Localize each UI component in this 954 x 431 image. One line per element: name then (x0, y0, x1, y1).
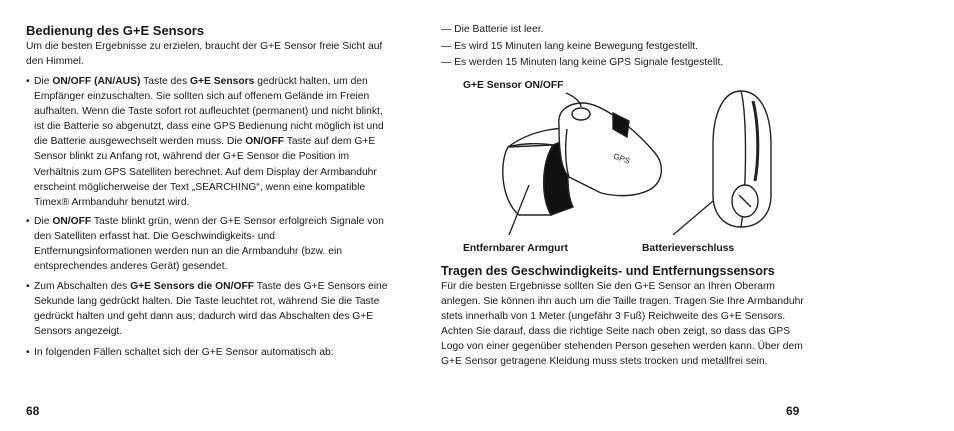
text: Taste des (140, 76, 191, 87)
bullet-green-blink (26, 214, 392, 274)
page-number-right: 69 (786, 404, 800, 418)
text: Die (34, 216, 53, 227)
sensor-device-drawing (559, 103, 662, 196)
bullet-auto-off: • In folgenden Fällen schaltet sich der G+E Sensor automatisch ab: (26, 345, 392, 360)
key-term: G+E Sensors die ON/OFF (130, 281, 255, 292)
page-number-left: 68 (26, 404, 40, 418)
sensor-illustration (441, 85, 811, 235)
condition-item: — Es werden 15 Minuten lang keine GPS Signale festgestellt. (441, 57, 724, 68)
section-heading-wearing: Tragen des Geschwindigkeits- und Entfernungssensors (441, 264, 775, 278)
label-battery: Batterieverschluss (642, 243, 735, 254)
text: Zum Abschalten des (34, 281, 131, 292)
left-page (26, 0, 396, 431)
key-term: ON/OFF (AN/AUS) (52, 76, 141, 87)
text: Die (34, 76, 53, 87)
text: Taste des G+E Sensors eine Sekunde lang gedrückt halten. Die Taste leuchtet rot, während Sie die Taste gedrückt halten und geht dann aus; dadurch wird das Abschalten des G+E Sensors angezeigt. (34, 281, 388, 338)
text: Taste blinkt grün, wenn der G+E Sensor erfolgreich Signale von den Satelliten erfasst hat. Die Geschwindigkeits- und Entfernungsinformationen werden nun an die Armbanduhr (bzw. ein entsprechendes anderes Gerät) gesendet. (34, 216, 384, 273)
gps-logo-text: GPS (612, 151, 632, 166)
intro-paragraph: Um die besten Ergebnisse zu erzielen, braucht der G+E Sensor freie Sicht auf den Himmel. (26, 41, 383, 68)
bullet-power-off (26, 279, 392, 339)
key-term: ON/OFF (52, 216, 92, 227)
right-page (441, 0, 811, 431)
sensor-back-drawing (713, 91, 771, 227)
condition-item: — Die Batterie ist leer. (441, 24, 544, 35)
section-heading-operation: Bedienung des G+E Sensors (26, 23, 205, 38)
onoff-button-icon (572, 108, 590, 120)
condition-item: — Es wird 15 Minuten lang keine Bewegung festgestellt. (441, 40, 698, 52)
text: Taste auf dem G+E Sensor blinkt zu Anfang rot, während der G+E Sensor die Position im Verhältnis zum GPS Satelliten berechnet. Auf dem Display der Armbanduhr erscheint möglicherweise der Text „SEARCHING“, wenn eine kompatible Timex® Armbanduhr benutzt wird. (34, 136, 377, 208)
text: gedrückt halten, um den Empfänger einzuschalten. Sie sollten sich auf offenem Gelände im Freien aufhalten. Wenn die Taste sofort rot aufleuchtet (permanent) und nicht blinkt, ist die Batterie so abgenutzt, dass eine GPS Bedienung nicht möglich ist und die Batterie ausgewechselt werden muss. Die (34, 76, 384, 148)
key-term: ON/OFF (245, 136, 285, 148)
wearing-paragraph: Für die besten Ergebnisse sollten Sie den G+E Sensor an Ihren Oberarm anlegen. Sie können ihn auch um die Taille tragen. Tragen Sie Ihre Armbanduhr stets innerhalb von 1 Meter (ungefähr 3 Fuß) Reichweite des G+E Sensors. Achten Sie darauf, dass die richtige Seite nach oben zeigt, so dass das GPS Logo von einer gegenüber stehenden Person gesehen werden kann. Über dem G+E Sensor getragene Kleidung muss stets trocken und metallfrei sein. (441, 281, 804, 368)
key-term: G+E Sensors (190, 76, 255, 87)
auto-off-conditions (441, 22, 723, 72)
label-onoff: G+E Sensor ON/OFF (463, 80, 564, 91)
label-strap: Entfernbarer Armgurt (463, 243, 568, 254)
bullet-power-on (26, 74, 384, 210)
